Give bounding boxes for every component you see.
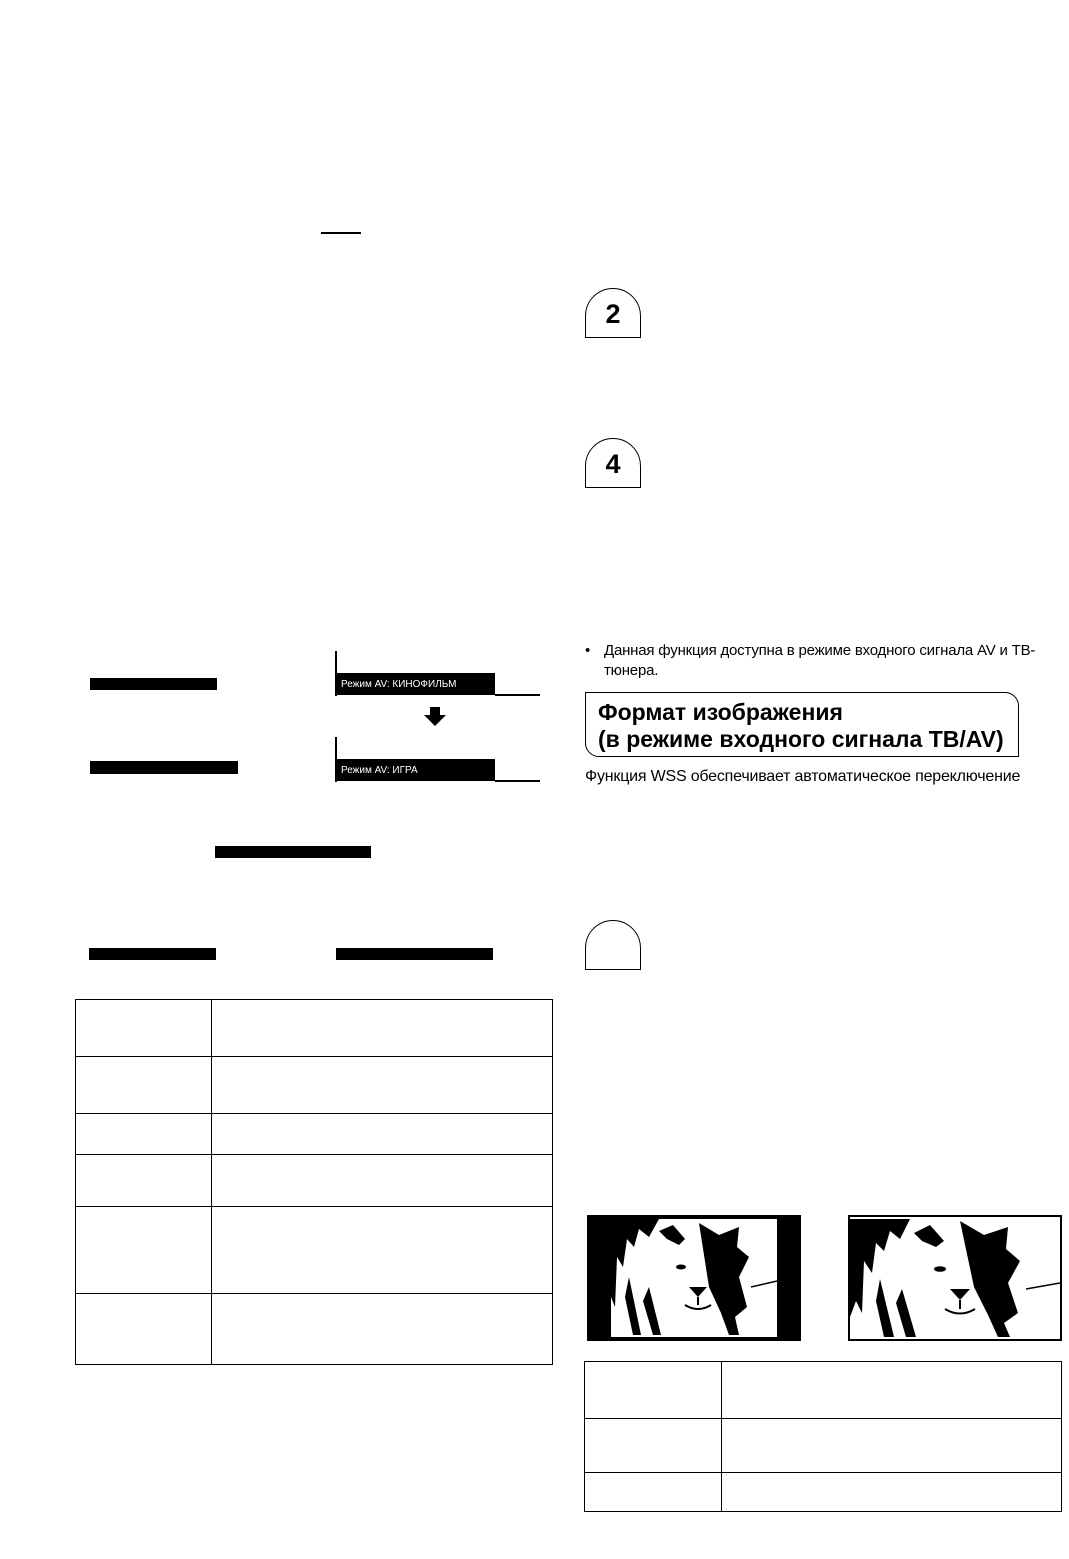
osd-mode-game: Режим AV: ИГРА	[335, 759, 495, 781]
table-cell	[585, 1362, 722, 1419]
section-title-line-2: (в режиме входного сигнала ТВ/AV)	[598, 726, 1004, 752]
redacted-bar	[215, 846, 371, 858]
osd-mode-cinema: Режим AV: КИНОФИЛЬМ	[335, 673, 495, 695]
note-line-2: тюнера.	[604, 662, 659, 679]
table-cell	[212, 1294, 553, 1365]
redacted-bar	[90, 678, 217, 690]
table-cell	[76, 1114, 212, 1155]
osd-frame-line	[495, 694, 540, 696]
table-cell	[212, 1057, 553, 1114]
availability-note	[585, 641, 1065, 681]
settings-table	[75, 999, 553, 1365]
table-cell	[76, 1207, 212, 1294]
step-4-marker: 4	[585, 438, 641, 488]
format-table	[584, 1361, 1062, 1512]
table-cell	[585, 1473, 722, 1512]
table-cell	[722, 1362, 1062, 1419]
lion-fullscreen-image	[848, 1215, 1062, 1341]
table-cell	[76, 1155, 212, 1207]
table-row	[76, 1114, 553, 1155]
table-row	[585, 1362, 1062, 1419]
table-cell	[722, 1419, 1062, 1473]
table-row	[76, 1207, 553, 1294]
table-row	[585, 1419, 1062, 1473]
down-arrow-icon	[423, 707, 447, 727]
redacted-bar	[89, 948, 216, 960]
redacted-bar	[336, 948, 493, 960]
redacted-bar	[90, 761, 238, 774]
header-underline	[321, 232, 361, 234]
table-cell	[722, 1473, 1062, 1512]
table-row	[76, 1057, 553, 1114]
table-cell	[212, 1207, 553, 1294]
note-line-1: Данная функция доступна в режиме входного сигнала AV и ТВ-	[604, 642, 1036, 659]
wss-intro: Функция WSS обеспечивает автоматическое переключение	[585, 768, 1021, 785]
osd-frame-line	[495, 780, 540, 782]
table-row	[76, 1294, 553, 1365]
table-row	[585, 1473, 1062, 1512]
section-title	[585, 692, 1019, 757]
table-row	[76, 1000, 553, 1057]
table-cell	[212, 1114, 553, 1155]
table-cell	[76, 1057, 212, 1114]
step-2-marker: 2	[585, 288, 641, 338]
step-blank-marker	[585, 920, 641, 970]
table-cell	[585, 1419, 722, 1473]
table-cell	[212, 1000, 553, 1057]
section-title-line-1: Формат изображения	[598, 699, 843, 725]
table-cell	[76, 1000, 212, 1057]
bullet-icon: •	[585, 642, 591, 659]
table-row	[76, 1155, 553, 1207]
table-cell	[76, 1294, 212, 1365]
lion-pillarbox-image	[587, 1215, 801, 1341]
table-cell	[212, 1155, 553, 1207]
